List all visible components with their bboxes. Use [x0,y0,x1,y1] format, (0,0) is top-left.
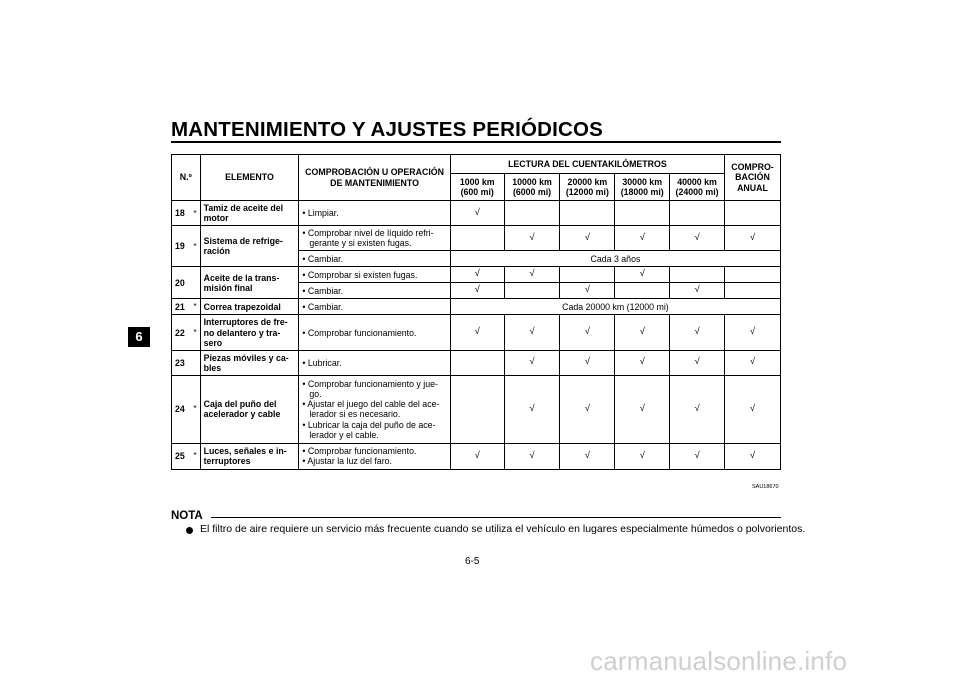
check-mark: √ [560,443,615,469]
header-reading: LECTURA DEL CUENTAKILÓMETROS [450,155,724,174]
check-mark: √ [670,375,725,443]
header-km-4: 30000 km (18000 mi) [615,174,670,201]
check-mark: √ [560,350,615,375]
check-mark: √ [670,443,725,469]
page-number: 6-5 [465,556,480,567]
check-mark: √ [450,283,504,299]
check-mark: √ [615,226,670,251]
table-row: • Cambiar. √ √ √ [172,283,781,299]
check-mark: √ [560,226,615,251]
check-mark: √ [724,350,780,375]
reference-code: SAU18670 [752,484,779,490]
check-mark: √ [724,443,780,469]
chapter-tab: 6 [128,327,150,347]
check-mark: √ [504,350,560,375]
check-mark: √ [670,315,725,350]
header-km-5: 40000 km (24000 mi) [670,174,725,201]
table-row: 18 * Tamiz de aceite del motor • Limpiar. √ [172,201,781,226]
check-mark: √ [560,315,615,350]
table-row: 21 * Correa trapezoidal • Cambiar. Cada 20000 km (12000 mi) [172,299,781,315]
title-rule [171,141,781,143]
page-title: MANTENIMIENTO Y AJUSTES PERIÓDICOS [171,118,604,141]
check-mark: √ [615,315,670,350]
check-mark: √ [724,315,780,350]
check-mark: √ [450,201,504,226]
check-mark: √ [504,375,560,443]
nota-text: El filtro de aire requiere un servicio más frecuente cuando se utiliza el vehículo en lugares especialmente húmedos o polvorientos. [200,523,806,535]
table-row: 25 * Luces, señales e in-terruptores • Comprobar funcionamiento. • Ajustar la luz del faro. √ √ √ √ √ √ [172,443,781,469]
table-row: 20 Aceite de la trans-misión final • Comprobar si existen fugas. √ √ √ [172,267,781,283]
check-mark: √ [560,375,615,443]
check-mark: √ [615,267,670,283]
table-row: 23 Piezas móviles y ca-bles • Lubricar. √ √ √ √ √ [172,350,781,375]
check-mark: √ [450,267,504,283]
check-mark: √ [504,226,560,251]
table-row: 22 * Interruptores de fre-no delantero y tra-sero • Comprobar funcionamiento. √ √ √ √ √ √ [172,315,781,350]
check-mark: √ [724,375,780,443]
table-row: 24 * Caja del puño del acelerador y cable • Comprobar funcionamiento y jue-go. • Ajustar el juego del cable del ace-lerador si es necesario. • Lubricar la caja del puño de ace-lerador y el cable. √ √ √ √ √ [172,375,781,443]
header-item: ELEMENTO [200,155,299,201]
nota-rule [211,517,781,518]
check-mark: √ [615,350,670,375]
check-mark: √ [724,226,780,251]
table-row: 19 * Sistema de refrige-ración • Comprobar nivel de líquido refri-gerante y si existen fugas. √ √ √ √ √ [172,226,781,251]
header-km-1: 1000 km (600 mi) [450,174,504,201]
header-annual: COMPRO-BACIÓN ANUAL [724,155,780,201]
table-row: • Cambiar. Cada 3 años [172,251,781,267]
check-mark: √ [504,443,560,469]
check-mark: √ [504,315,560,350]
check-mark: √ [560,283,615,299]
check-mark: √ [670,226,725,251]
check-mark: √ [615,375,670,443]
nota-heading: NOTA [171,510,203,522]
check-mark: √ [670,350,725,375]
check-mark: √ [670,283,725,299]
check-mark: √ [504,267,560,283]
check-mark: √ [615,443,670,469]
header-num: N.º [172,155,201,201]
header-km-2: 10000 km (6000 mi) [504,174,560,201]
check-mark: √ [450,315,504,350]
header-km-3: 20000 km (12000 mi) [560,174,615,201]
watermark: carmanualsonline.info [590,646,848,676]
bullet-icon [186,527,193,534]
header-operation: COMPROBACIÓN U OPERACIÓN DE MANTENIMIENTO [299,155,451,201]
maintenance-table [171,154,781,470]
check-mark: √ [450,443,504,469]
